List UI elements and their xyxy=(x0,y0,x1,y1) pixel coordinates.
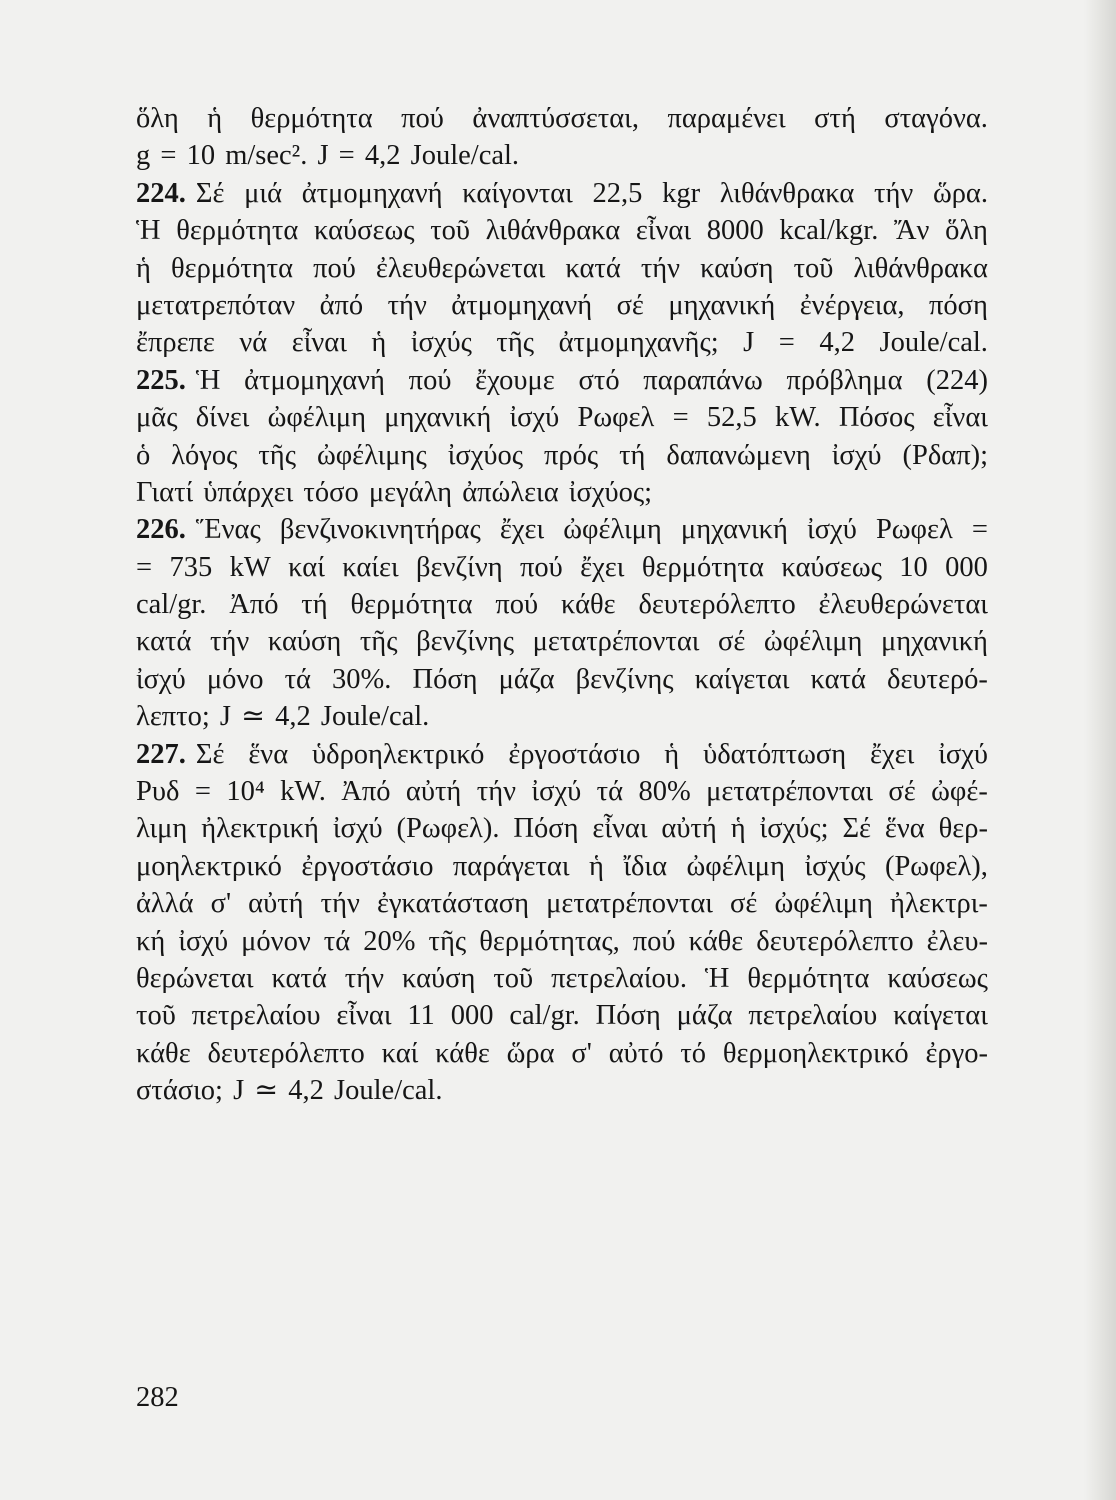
problem-text: Ἡ ἀτμομηχανή πού ἔχουμε στό παραπάνω πρόβλημα (224) xyxy=(195,364,988,396)
intro-line: ὅλη ἡ θερμότητα πού ἀναπτύσσεται, παραμένει στή σταγόνα. xyxy=(136,103,988,134)
problem-226-line xyxy=(136,511,988,548)
problem-225-line xyxy=(136,362,988,399)
problem-text: Σέ ἕνα ὑδροηλεκτρικό ἐργοστάσιο ἡ ὑδατόπτωση ἔχει ἰσχύ xyxy=(195,738,988,770)
problem-224-line xyxy=(136,175,988,212)
problem-number: 224. xyxy=(136,177,186,209)
problem-225-line: μᾶς δίνει ὠφέλιμη μηχανική ἰσχύ Pωφελ = 52,5 kW. Πόσος εἶναι xyxy=(136,402,988,434)
problem-227-line: ἀλλά σ' αὐτή τήν ἐγκατάσταση μετατρέπονται σέ ὠφέλιμη ἠλεκτρι- xyxy=(136,888,988,920)
problem-224-line: Ἡ θερμότητα καύσεως τοῦ λιθάνθρακα εἶναι 8000 kcal/kgr. Ἄν ὅλη xyxy=(136,215,988,247)
problem-226-line: ἰσχύ μόνο τά 30%. Πόση μάζα βενζίνης καίγεται κατά δευτερό- xyxy=(136,663,988,695)
problem-227-line: μοηλεκτρικό ἐργοστάσιο παράγεται ἡ ἴδια ὠφέλιμη ἰσχύς (Pωφελ), xyxy=(136,850,988,882)
problem-text: Σέ μιά ἀτμομηχανή καίγονται 22,5 kgr λιθάνθρακα τήν ὥρα. xyxy=(195,177,988,209)
intro-constants: g = 10 m/sec². J = 4,2 Joule/cal. xyxy=(136,140,520,172)
problem-227-line: θερώνεται κατά τήν καύση τοῦ πετρελαίου. Ἡ θερμότητα καύσεως xyxy=(136,962,988,994)
problem-226-line: κατά τήν καύση τῆς βενζίνης μετατρέπονται σέ ὠφέλιμη μηχανική xyxy=(136,626,988,658)
problem-227-line: τοῦ πετρελαίου εἶναι 11 000 cal/gr. Πόση μάζα πετρελαίου καίγεται xyxy=(136,1000,988,1032)
problem-227-line: κή ἰσχύ μόνον τά 20% τῆς θερμότητας, πού κάθε δευτερόλεπτο ἐλευ- xyxy=(136,925,988,957)
problem-227-line: στάσιο; J ≃ 4,2 Joule/cal. xyxy=(136,1075,443,1107)
problem-224-line: ἔπρεπε νά εἶναι ἡ ἰσχύς τῆς ἀτμομηχανῆς; J = 4,2 Joule/cal. xyxy=(136,327,988,359)
problem-225-line: ὁ λόγος τῆς ὠφέλιμης ἰσχύος πρός τή δαπανώμενη ἰσχύ (Pδαπ); xyxy=(136,439,988,471)
problem-number: 227. xyxy=(136,738,186,770)
problem-number: 226. xyxy=(136,514,186,546)
problem-224-line: ἡ θερμότητα πού ἐλευθερώνεται κατά τήν καύση τοῦ λιθάνθρακα xyxy=(136,252,988,284)
problem-227-line: λιμη ἠλεκτρική ἰσχύ (Pωφελ). Πόση εἶναι αὐτή ἡ ἰσχύς; Σέ ἕνα θερ- xyxy=(136,813,988,845)
problem-226-line: = 735 kW καί καίει βενζίνη πού ἔχει θερμότητα καύσεως 10 000 xyxy=(136,551,988,583)
scan-shadow-edge xyxy=(1084,0,1116,1500)
page-number: 282 xyxy=(136,1382,179,1413)
problem-226-line: λεπτο; J ≃ 4,2 Joule/cal. xyxy=(136,701,430,733)
problem-text: Ἕνας βενζινοκινητήρας ἔχει ὠφέλιμη μηχανική ἰσχύ Pωφελ = xyxy=(195,514,988,546)
problem-225-line: Γιατί ὑπάρχει τόσο μεγάλη ἀπώλεια ἰσχύος; xyxy=(136,476,653,508)
problem-227-line xyxy=(136,736,988,773)
problem-226-line: cal/gr. Ἀπό τή θερμότητα πού κάθε δευτερόλεπτο ἐλευθερώνεται xyxy=(136,589,988,621)
problem-227-line: κάθε δευτερόλεπτο καί κάθε ὥρα σ' αὐτό τό θερμοηλεκτρικό ἐργο- xyxy=(136,1037,988,1069)
problem-number: 225. xyxy=(136,364,186,396)
problem-224-line: μετατρεπόταν ἀπό τήν ἀτμομηχανή σέ μηχανική ἐνέργεια, πόση xyxy=(136,289,988,321)
page-text xyxy=(136,100,988,1110)
problem-227-line: Pυδ = 10⁴ kW. Ἀπό αὐτή τήν ἰσχύ τά 80% μετατρέπονται σέ ὠφέ- xyxy=(136,776,988,808)
